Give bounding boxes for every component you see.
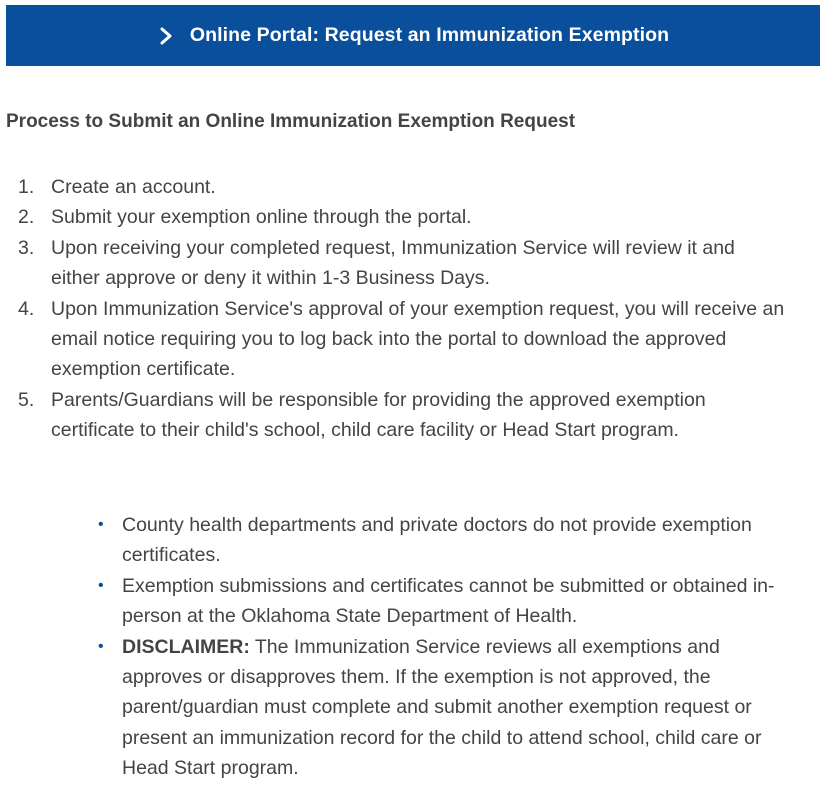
step-text: Upon Immunization Service's approval of your exemption request, you will receive an email notice requiring you to log back into the portal to download the approved exemption certificate. xyxy=(51,297,785,381)
note-item xyxy=(96,510,796,571)
accordion-header-online-portal[interactable] xyxy=(6,5,820,66)
bullet-icon: • xyxy=(98,516,104,533)
step-item xyxy=(18,385,788,446)
step-item xyxy=(18,233,788,294)
step-item xyxy=(18,172,788,202)
note-text: The Immunization Service reviews all exemptions and approves or disapproves them. If the exemption is not approved, the parent/guardian must complete and submit another exemption request or present an immunization record for the child to attend school, child care or Head Start program. xyxy=(122,635,762,780)
steps-list xyxy=(18,172,788,446)
chevron-right-icon xyxy=(157,27,175,45)
section-heading: Process to Submit an Online Immunization Exemption Request xyxy=(6,111,576,132)
step-number: 4. xyxy=(18,297,35,320)
step-number: 5. xyxy=(18,388,35,411)
bullet-icon: • xyxy=(98,637,104,655)
notes-list xyxy=(96,510,796,784)
step-text: Submit your exemption online through the portal. xyxy=(51,206,472,229)
step-item xyxy=(18,202,788,232)
step-item xyxy=(18,294,788,385)
step-text: Parents/Guardians will be responsible for providing the approved exemption certificate to their child's school, child care facility or Head Start program. xyxy=(51,388,706,442)
step-text: Upon receiving your completed request, Immunization Service will review it and either approve or deny it within 1-3 Business Days. xyxy=(51,236,735,290)
note-item xyxy=(96,571,796,632)
note-text: Exemption submissions and certificates cannot be submitted or obtained in-person at the Oklahoma State Department of Health. xyxy=(122,574,775,628)
step-number: 1. xyxy=(18,176,35,198)
step-number: 3. xyxy=(18,236,35,259)
accordion-header-content xyxy=(157,24,669,47)
disclaimer-label: DISCLAIMER: xyxy=(122,635,250,658)
note-item-disclaimer xyxy=(96,632,796,784)
accordion-title: Online Portal: Request an Immunization Exemption xyxy=(189,24,670,46)
step-number: 2. xyxy=(18,206,35,229)
bullet-icon: • xyxy=(98,576,104,594)
step-text: Create an account. xyxy=(51,176,216,198)
note-text: County health departments and private doctors do not provide exemption certificates. xyxy=(122,514,752,567)
